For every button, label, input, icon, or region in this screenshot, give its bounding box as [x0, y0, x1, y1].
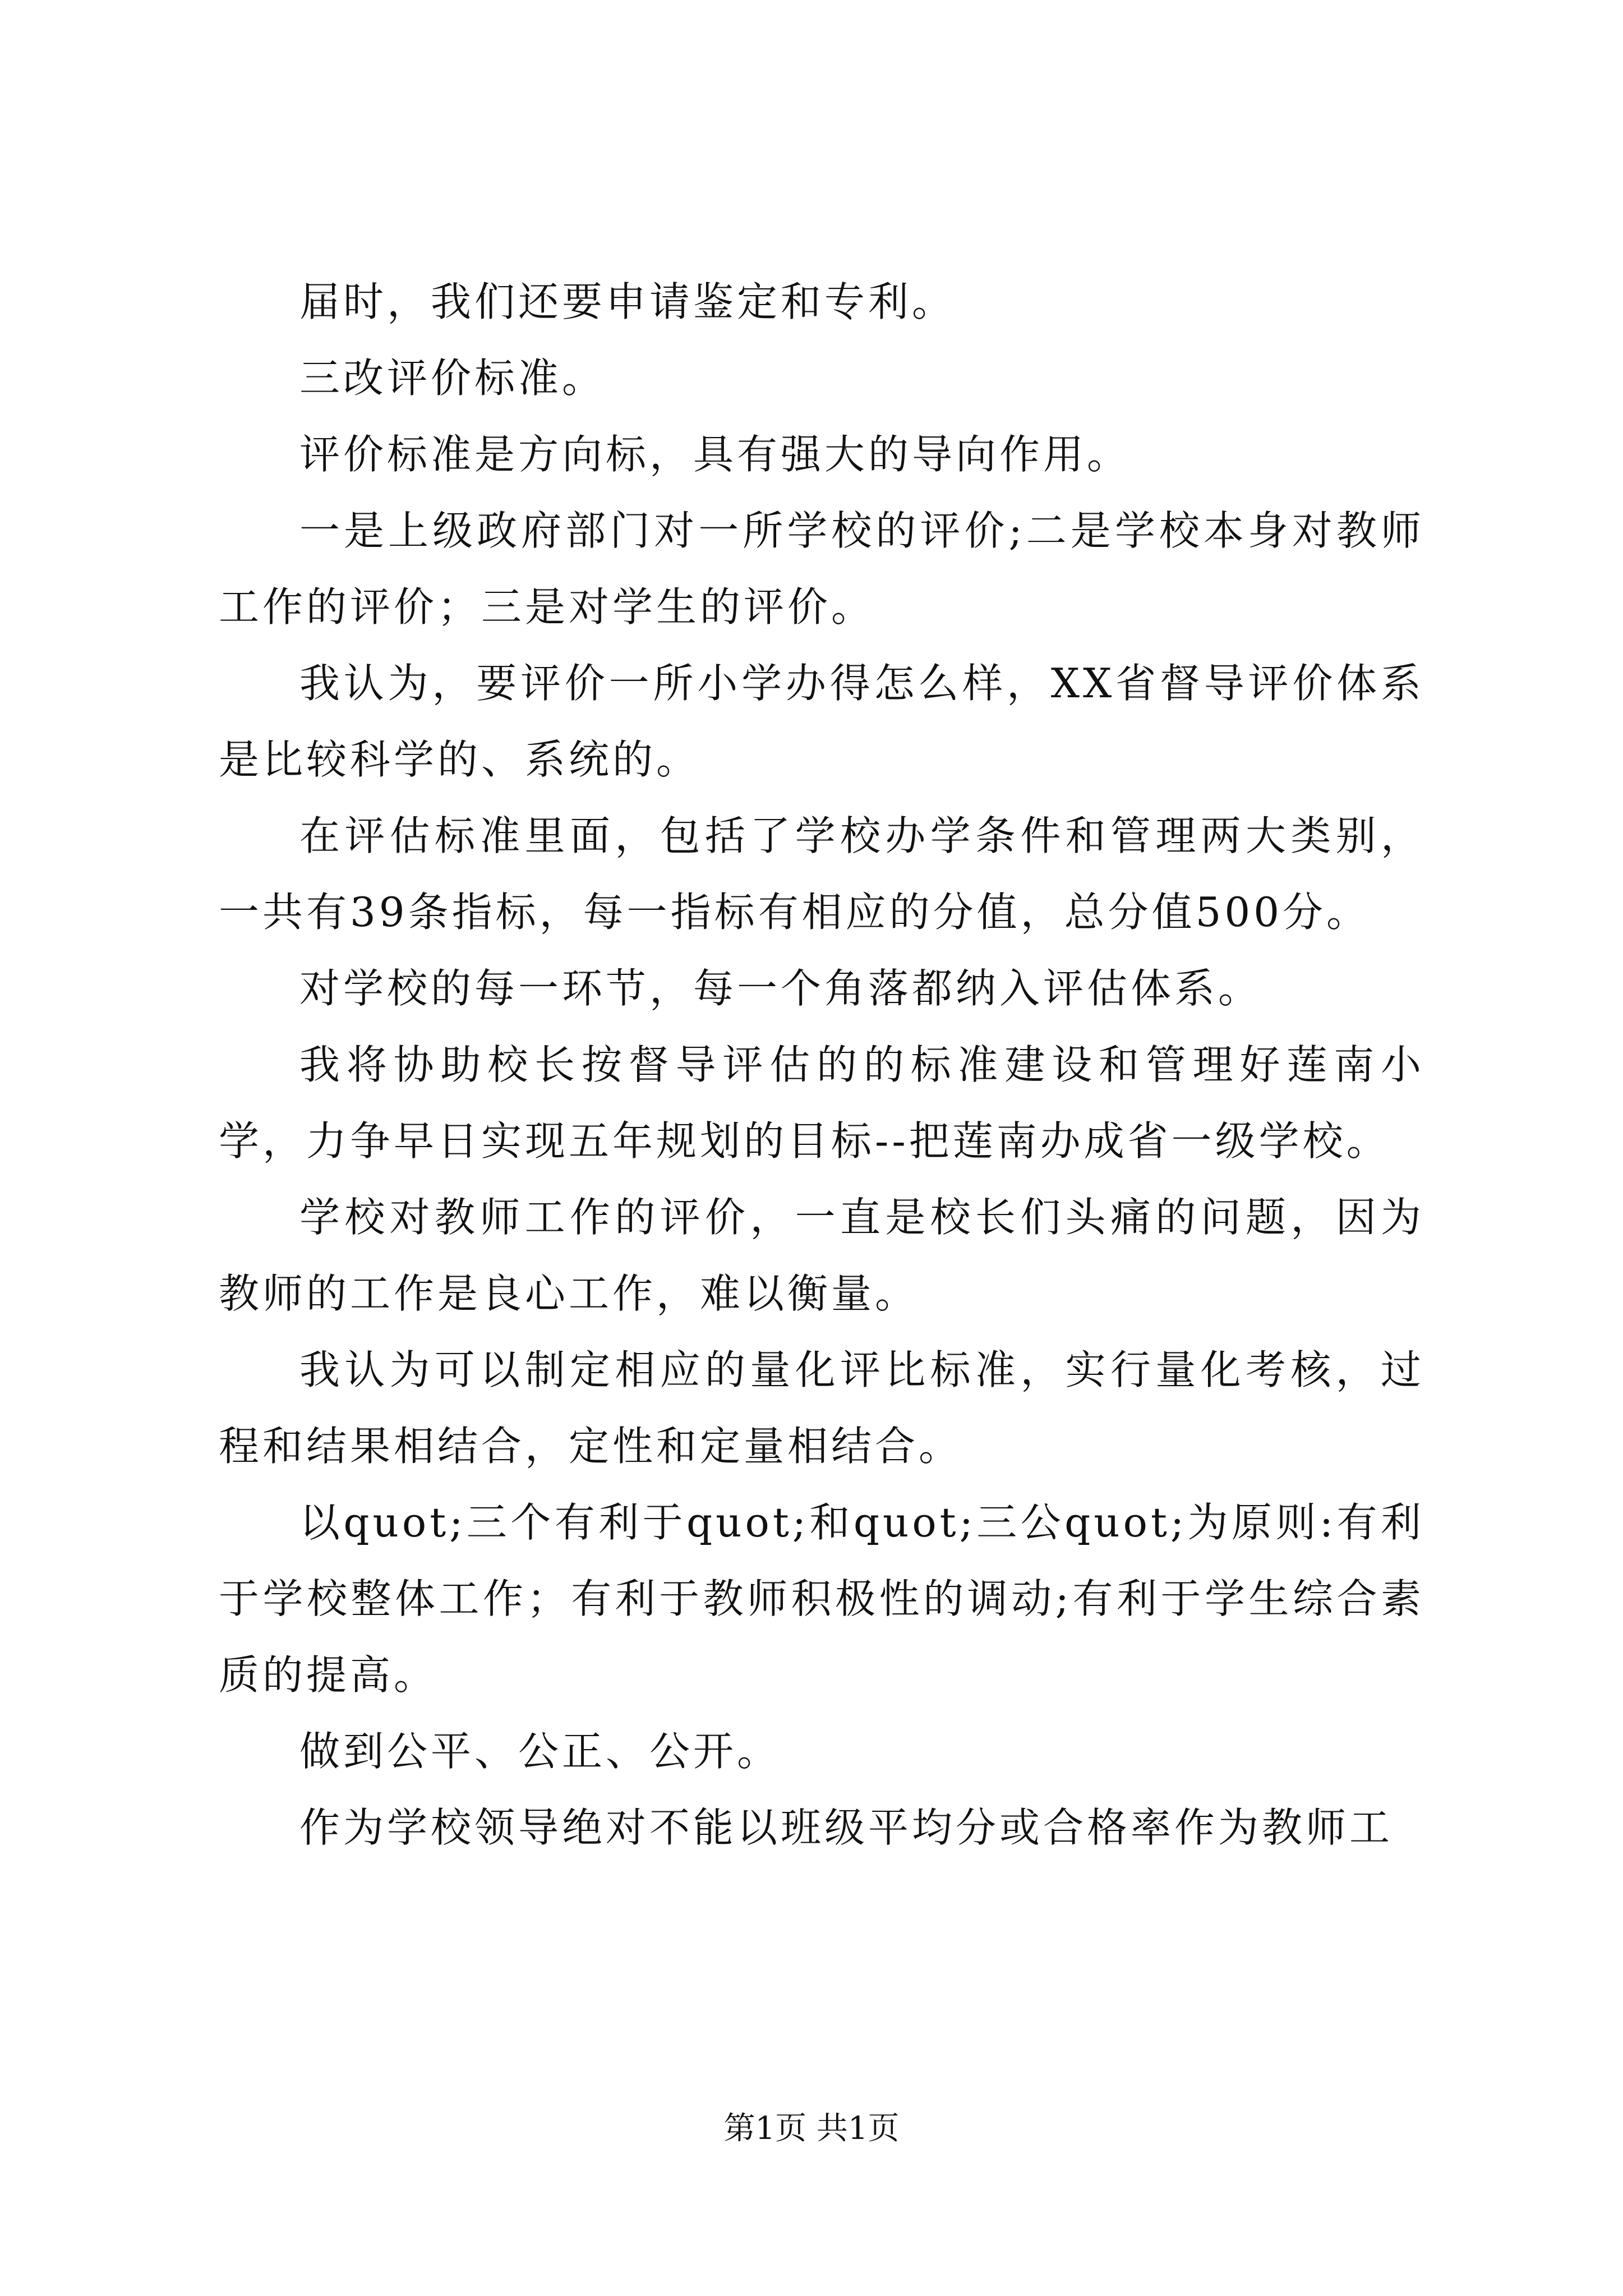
paragraph: 做到公平、公正、公开。 [299, 1728, 781, 1775]
paragraph: 作为学校领导绝对不能以班级平均分或合格率作为教师工 [299, 1804, 1394, 1851]
paragraph: 学校对教师工作的评价，一直是校长们头痛的问题，因为教师的工作是良心工作，难以衡量。 [219, 1194, 1424, 1317]
paragraph: 一是上级政府部门对一所学校的评价;二是学校本身对教师工作的评价；三是对学生的评价。 [219, 507, 1424, 631]
paragraph: 届时，我们还要申请鉴定和专利。 [299, 278, 956, 325]
paragraph: 对学校的每一环节，每一个角落都纳入评估体系。 [299, 965, 1262, 1012]
paragraph: 三改评价标准。 [299, 355, 606, 402]
paragraph: 我认为，要评价一所小学办得怎么样，XX省督导评价体系是比较科学的、系统的。 [219, 660, 1424, 783]
page-footer [0, 2109, 1623, 2148]
paragraph: 在评估标准里面，包括了学校办学条件和管理两大类别，一共有39条指标，每一指标有相应的分值，总分值500分。 [219, 812, 1424, 936]
paragraph: 以quot;三个有利于quot;和quot;三公quot;为原则:有利于学校整体工作；有利于教师积极性的调动;有利于学生综合素质的提高。 [219, 1499, 1424, 1699]
page-number-label: 第1页 共1页 [723, 2110, 900, 2147]
document-body [219, 264, 1424, 1866]
paragraph: 评价标准是方向标，具有强大的导向作用。 [299, 431, 1131, 478]
paragraph: 我将协助校长按督导评估的的标准建设和管理好莲南小学，力争早日实现五年规划的目标--把莲南办成省一级学校。 [219, 1041, 1424, 1165]
paragraph: 我认为可以制定相应的量化评比标准，实行量化考核，过程和结果相结合，定性和定量相结合。 [219, 1346, 1424, 1470]
